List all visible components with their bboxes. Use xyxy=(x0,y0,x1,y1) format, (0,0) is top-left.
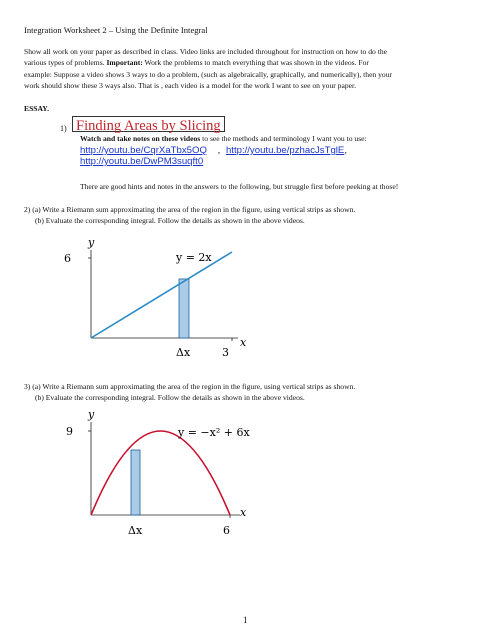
hints-note: There are good hints and notes in the answers to the following, but struggle first before peeking at those! xyxy=(80,182,399,191)
question-3-part-a: 3) (a) Write a Riemann sum approximating the area of the region in the figure, using vertical strips as shown. xyxy=(24,382,356,391)
q2-y-axis-label: y xyxy=(88,236,95,249)
intro-line-2-end: Work the problems to match everything that was shown in the videos. For xyxy=(142,58,369,68)
intro-line-2-start: various types of problems. xyxy=(24,58,107,68)
question-2-part-a: 2) (a) Write a Riemann sum approximating the area of the region in the figure, using vertical strips as shown. xyxy=(24,205,356,214)
video-link-3[interactable]: http://youtu.be/DwPM3suqft0 xyxy=(80,156,204,167)
q3-curve-label: y = −x² + 6x xyxy=(178,426,250,439)
worksheet-title: Integration Worksheet 2 – Using the Definite Integral xyxy=(24,25,208,35)
q2-strip-label: Δx xyxy=(176,346,191,359)
question-1-title: Finding Areas by Slicing xyxy=(76,118,221,134)
question-1-number: 1) xyxy=(60,124,67,133)
intro-line-4: work should show these 3 ways also. That is , each video is a model for the work I want to see on your paper. xyxy=(24,81,357,91)
q3-strip xyxy=(131,450,140,515)
q3-x-axis-label: x xyxy=(240,506,247,519)
link-separator: , xyxy=(217,145,221,156)
question-2-part-b: (b) Evaluate the corresponding integral. Follow the details as shown in the above videos. xyxy=(35,215,305,225)
q3-strip-label: Δx xyxy=(128,524,143,537)
q3-x-tick-label: 6 xyxy=(223,524,230,537)
question-3-part-b: (b) Evaluate the corresponding integral. Follow the details as shown in the above videos. xyxy=(35,392,305,402)
video-link-2[interactable]: http://youtu.be/pzhacJsTglE xyxy=(225,145,345,156)
q2-y-tick-label: 6 xyxy=(64,252,71,265)
q2-curve-label: y = 2x xyxy=(176,251,212,264)
video-link-1[interactable]: http://youtu.be/CqrXaTbx5OQ xyxy=(80,145,207,156)
q3-y-axis-label: y xyxy=(88,408,95,421)
q3-parabola xyxy=(91,431,230,515)
q2-x-axis-label: x xyxy=(240,336,247,349)
q2-x-tick-label: 3 xyxy=(222,346,229,359)
important-label: Important: xyxy=(106,58,143,68)
essay-heading: ESSAY. xyxy=(24,104,49,113)
intro-line-1: Show all work on your paper as described in class. Video links are included throughout for instruction on how to do the xyxy=(24,47,387,56)
page-number: 1 xyxy=(243,615,248,625)
watch-bold: Watch and take notes on these videos xyxy=(80,134,201,143)
link-2-suffix: , xyxy=(344,145,347,156)
q3-y-tick-label: 9 xyxy=(66,425,73,438)
intro-line-3: example: Suppose a video shows 3 ways to do a problem, (such as algebraically, graphically, and numerically), then your xyxy=(24,69,393,79)
watch-rest: to see the methods and terminology I want you to use: xyxy=(200,134,367,143)
